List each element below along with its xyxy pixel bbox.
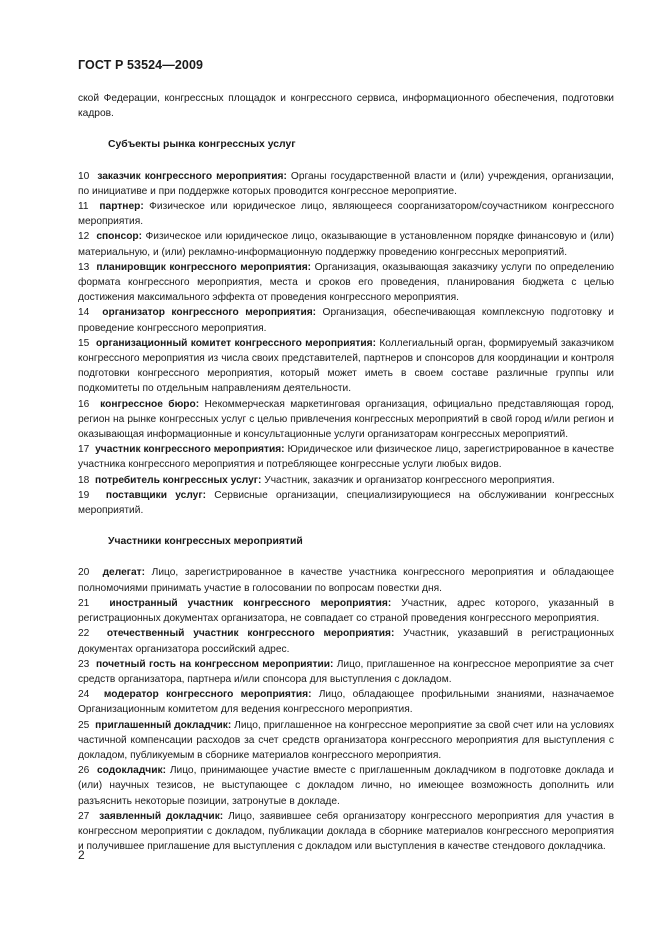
term-number: 20 bbox=[78, 567, 90, 579]
term-text: Лицо, обладающее профильными знаниями, назначаемое Организационным комитетом для ведения конгрессного мероприятия. bbox=[78, 689, 614, 716]
term-number: 18 bbox=[78, 474, 90, 486]
term-name: заявленный докладчик: bbox=[99, 810, 224, 822]
term-name: модератор конгрессного мероприятия: bbox=[103, 689, 312, 701]
term-definition bbox=[78, 442, 614, 472]
term-number: 25 bbox=[78, 719, 90, 731]
term-number: 10 bbox=[78, 170, 90, 182]
term-name: организатор конгрессного мероприятия: bbox=[102, 307, 317, 319]
term-definition bbox=[78, 596, 614, 626]
term-definition bbox=[78, 626, 614, 656]
term-number: 23 bbox=[78, 658, 90, 670]
term-definition bbox=[78, 260, 614, 306]
term-name: почетный гость на конгрессном мероприятии: bbox=[95, 658, 334, 670]
page-content bbox=[78, 91, 614, 854]
term-text: Лицо, приглашенное на конгрессное мероприятие за счет средств организатора, партнера и/или спонсора для выступления с докладом. bbox=[78, 658, 614, 685]
section-heading: Участники конгрессных мероприятий bbox=[108, 536, 303, 548]
term-name: приглашенный докладчик: bbox=[95, 719, 232, 731]
term-text: Юридическое или физическое лицо, зарегистрированное в качестве участника конгрессного мероприятия и потребляющее конгрессные услуги любых видов. bbox=[78, 444, 614, 471]
term-definition bbox=[78, 229, 614, 259]
term-name: организационный комитет конгрессного мероприятия: bbox=[96, 337, 377, 349]
term-definition bbox=[78, 809, 614, 855]
term-name: иностранный участник конгрессного мероприятия: bbox=[109, 597, 392, 609]
section-heading: Субъекты рынка конгрессных услуг bbox=[108, 139, 296, 151]
term-number: 21 bbox=[78, 597, 90, 609]
term-number: 19 bbox=[78, 489, 90, 501]
term-number: 24 bbox=[78, 689, 90, 701]
term-name: потребитель конгрессных услуг: bbox=[95, 474, 262, 486]
term-text: Участник, адрес которого, указанный в регистрационных документах организатора, не совпадает со страной проведения конгрессного мероприятия. bbox=[78, 597, 614, 625]
term-text: Лицо, заявившее себя организатору конгрессного мероприятия для участия в конгрессном мероприятии с докладом, публикации доклада в сборнике материалов конгрессного мероприятия и получившее приглашение для выступления с докладом или выступления в качестве стендового докладчика. bbox=[78, 810, 614, 853]
term-definition bbox=[78, 336, 614, 397]
term-number: 27 bbox=[78, 810, 90, 822]
term-number: 16 bbox=[78, 398, 90, 410]
term-definition bbox=[78, 169, 614, 199]
term-text: Сервисные организации, специализирующиеся на обслуживании конгрессных мероприятий. bbox=[78, 489, 615, 517]
term-text: Лицо, принимающее участие вместе с приглашенным докладчиком в подготовке доклада и (или) научных тезисов, не выступающее с докладом лично, но имеющее возможность дополнить или разъяснить некоторые позиции, затронутые в докладе. bbox=[78, 765, 614, 807]
term-definition bbox=[78, 397, 614, 443]
term-text: Участник, указавший в регистрационных документах организатора российский адрес. bbox=[78, 628, 614, 655]
term-text: Органы государственной власти и (или) учреждения, организации, по инициативе и при поддержке которых проводится конгрессное мероприятие. bbox=[78, 170, 614, 197]
term-name: планировщик конгрессного мероприятия: bbox=[96, 261, 312, 273]
term-number: 17 bbox=[78, 444, 90, 456]
term-text: Лицо, зарегистрированное в качестве участника конгрессного мероприятия и обладающее полномочиями принимать участие в голосовании по вопросам повестки дня. bbox=[78, 567, 614, 594]
intro-paragraph: ской Федерации, конгрессных площадок и конгрессного сервиса, информационного обеспечения, подготовки кадров. bbox=[78, 93, 614, 120]
term-name: содокладчик: bbox=[97, 765, 166, 777]
document-header: ГОСТ Р 53524—2009 bbox=[78, 58, 204, 72]
term-definition bbox=[78, 718, 614, 764]
term-text: Участник, заказчик и организатор конгрессного мероприятия. bbox=[264, 474, 555, 486]
term-number: 12 bbox=[78, 231, 90, 243]
page-number: 2 bbox=[78, 848, 85, 862]
term-number: 13 bbox=[78, 261, 90, 273]
term-text: Организация, оказывающая заказчику услуги по определению формата конгрессного мероприятия, места и сроков его проведения, планирования бюджета с целью достижения максимального эффекта от проведения конгрессного мероприятия. bbox=[78, 261, 614, 304]
term-name: спонсор: bbox=[96, 231, 143, 243]
term-name: конгрессное бюро: bbox=[100, 398, 200, 410]
term-name: делегат: bbox=[102, 567, 146, 579]
sections-container bbox=[78, 137, 614, 854]
term-text: Организация, обеспечивающая комплексную подготовку и проведение конгрессного мероприятия. bbox=[78, 307, 614, 334]
term-number: 26 bbox=[78, 765, 90, 777]
term-number: 11 bbox=[78, 201, 89, 213]
term-definition bbox=[78, 687, 614, 717]
term-definition bbox=[78, 657, 614, 687]
term-name: участник конгрессного мероприятия: bbox=[95, 444, 285, 456]
term-definition bbox=[78, 565, 614, 595]
term-text: Некоммерческая маркетинговая организация, официально представляющая город, регион на рынке конгрессных услуг с целью привлечения конгрессных мероприятий в свой город и/или регион и оказывающая информационные и консультационные услуги организаторам конгрессных мероприятий. bbox=[78, 398, 614, 441]
term-name: отечественный участник конгрессного мероприятия: bbox=[106, 628, 395, 640]
term-name: заказчик конгрессного мероприятия: bbox=[97, 170, 287, 182]
term-text: Коллегиальный орган, формируемый заказчиком конгрессного мероприятия из числа своих представителей, партнеров и спонсоров для координации и контроля подготовки конгрессного мероприятия, который может иметь в своем составе различные группы или подкомитеты по отдельным направлениям деятельности. bbox=[78, 337, 614, 395]
term-name: партнер: bbox=[99, 201, 144, 213]
term-number: 15 bbox=[78, 337, 90, 349]
term-definition bbox=[78, 763, 614, 809]
term-text: Лицо, приглашенное на конгрессное мероприятие за свой счет или на условиях частичной компенсации расходов за счет средств организатора конгрессного мероприятия для выступления с докладом, публикуемым в сборнике материалов конгрессного мероприятия. bbox=[78, 719, 614, 761]
term-definition bbox=[78, 305, 614, 335]
term-definition bbox=[78, 199, 614, 229]
term-definition bbox=[78, 473, 614, 488]
term-number: 22 bbox=[78, 628, 90, 640]
term-text: Физическое или юридическое лицо, являющееся соорганизатором/соучастником конгрессного мероприятия. bbox=[78, 201, 614, 228]
term-definition bbox=[78, 488, 614, 518]
term-number: 14 bbox=[78, 307, 90, 319]
term-name: поставщики услуг: bbox=[105, 489, 206, 501]
term-text: Физическое или юридическое лицо, оказывающие в установленном порядке финансовую и (или) материальную, и (или) рекламно-информационную поддержку проведению конгрессных мероприятий. bbox=[78, 231, 614, 258]
